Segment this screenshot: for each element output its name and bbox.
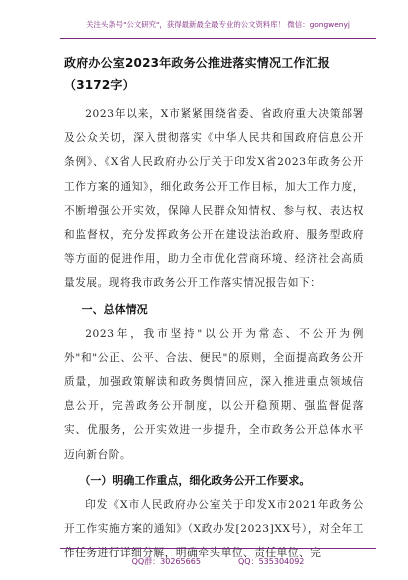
footer-qq: QQ：535304092 bbox=[238, 557, 305, 566]
document-title: 政府办公室2023年政务公推进落实情况工作汇报（3172字） bbox=[64, 56, 331, 92]
page-header bbox=[60, 12, 376, 39]
page-footer bbox=[60, 548, 376, 573]
overview-paragraph: 2023年，我市坚持"以公开为常态、不公开为例外"和"公正、公平、合法、便民"的原则，全面提高政务公开质量，加强政策解读和政务舆情回应，深入推进重点领域信息公开，完善政务公开制度，以公开稳预期、强监督促落实、优服务，公开实效进一步提升，全市政务公开总体水平迈向新台阶。 bbox=[64, 327, 364, 461]
document-body bbox=[64, 52, 364, 565]
header-text: 关注头条号"公文研究"，获得最新最全最专业的公文资料库！ 微信：gongwenyj bbox=[86, 20, 350, 29]
priorities-paragraph: 印发《X市人民政府办公室关于印发X市2021年政务公开工作实施方案的通知》（X政办发[2023]XX号），对全年工作任务进行详细分解，明确牵头单位、责任单位、完 bbox=[64, 498, 364, 560]
intro-paragraph: 2023年以来，X市紧紧围绕省委、省政府重大决策部署及公众关切，深入贯彻落实《中华人民共和国政府信息公开条例》、《X省人民政府办公厅关于印发X省2023年政务公开工作方案的通知》，细化政务公开工作目标，加大工作力度，不断增强公开实效，保障人民群众知情权、参与权、表达权和监督权，充分发挥政务公开在建设法治政府、服务型政府等方面的促进作用，助力全市优化营商环境、经济社会高质量发展。现将我市政务公开工作落实情况报告如下： bbox=[64, 108, 364, 290]
section-heading-overview: 一、总体情况 bbox=[81, 302, 148, 316]
footer-qq-group: QQ群：30265665 bbox=[131, 557, 201, 566]
subsection-heading-priorities: （一）明确工作重点，细化政务公开工作要求。 bbox=[79, 473, 311, 487]
